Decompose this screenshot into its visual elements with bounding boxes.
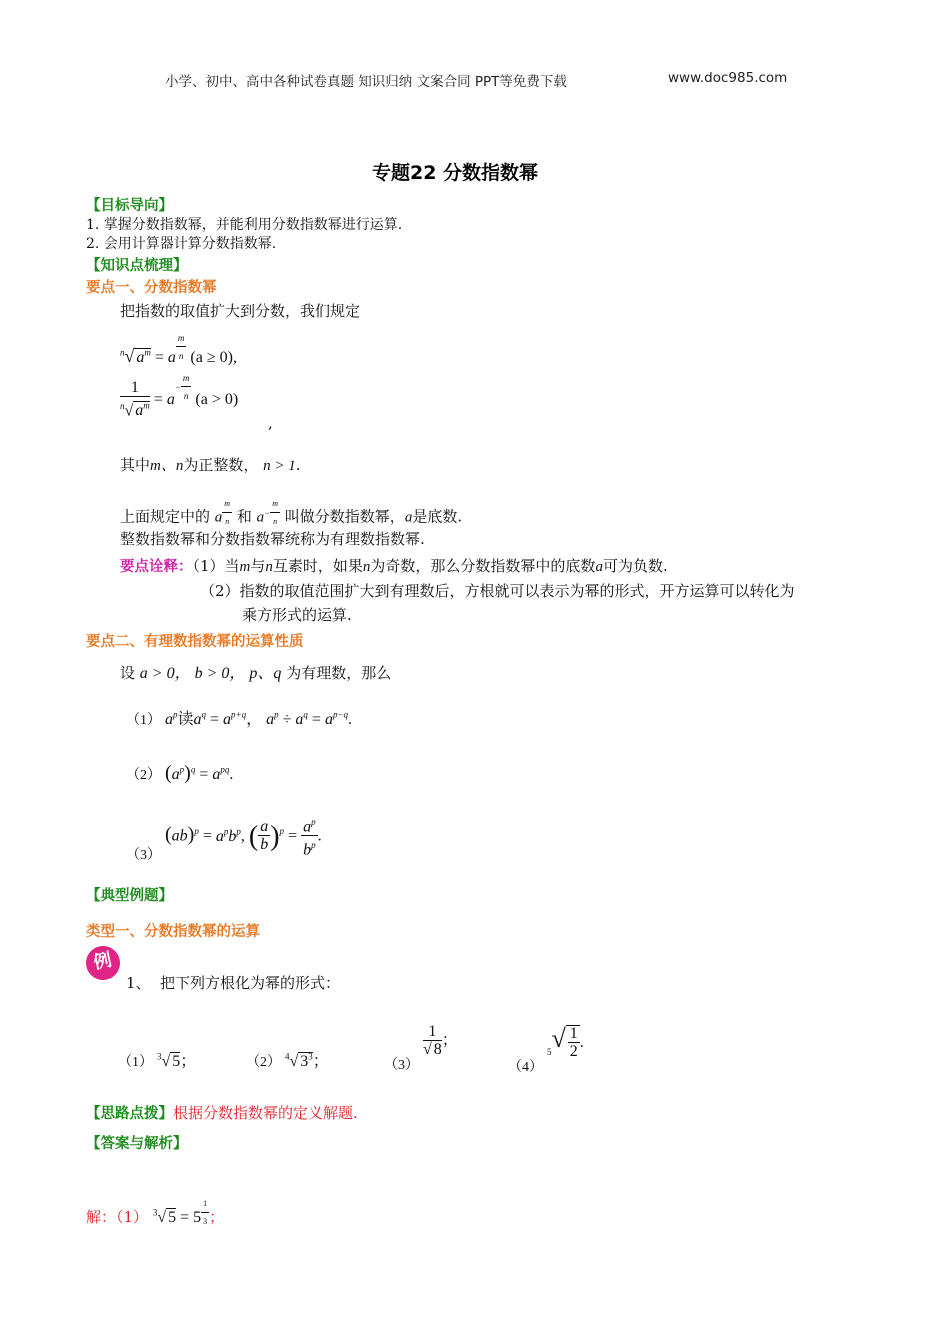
point2-intro-condition: a > 0， b > 0， p、q [139,665,282,682]
note1-c: 互素时，如果 [272,557,363,575]
part3-label: （3） [384,1058,419,1074]
objective-item-1: 1. 掌握分数指数幂，并能利用分数指数幂进行运算. [86,217,403,233]
notes-label: 要点诠释： [120,559,193,575]
rule3-label: （3） [126,847,161,863]
hint-label: 【思路点拨】 [86,1106,173,1122]
example-badge: 例 [83,943,123,983]
part2-label: （2） [246,1055,281,1070]
rule-2: （2） $(a^p)^q = a^{pq}$. [126,762,234,784]
where-prefix: 其中 [120,456,151,474]
unify-text: 整数指数幂和分数指数幂统称为有理数指数幂. [120,530,425,548]
solution-line: 解：（1） $^3$√ 5 = 5 $^{\frac{1}{3}}$ ； [86,1196,224,1231]
hint-line [86,1102,358,1123]
point1-intro: 把指数的取值扩大到分数，我们规定 [120,302,361,320]
header-site-text: 小学、初中、高中各种试卷真题 知识归纳 文案合同 PPT等免费下载 [165,74,567,90]
example1-text: 把下列方根化为幂的形式： [160,974,341,992]
defs-prefix: 上面规定中的 [120,507,211,526]
defs-and: 和 [236,507,252,526]
example-part-2: （2） $^4$√ $3^3$； [246,1051,329,1070]
objectives-heading: 【目标导向】 [86,198,173,214]
point1-heading: 要点一、分数指数幂 [86,280,217,296]
example-part-3: （3） $\frac{1}{√ 8}$ ； [384,1023,458,1074]
part4-label: （4） [508,1060,543,1075]
point2-heading: 要点二、有理数指数幂的运算性质 [86,634,304,650]
definitions-line: 上面规定中的 a $^{\frac{m}{n}}$ 和 $a^{- \frac{m}{n}}$ 叫做分数指数幂，a是底数. [120,496,462,531]
rule2-label: （2） [126,768,161,783]
example-part-4: （4） $^5$√ $\frac{1}{2}$ . [508,1024,584,1075]
where-condition: n > 1 [263,458,296,474]
defs-base: a [404,509,413,526]
page-title: 专题22 分数指数幂 [372,162,539,184]
example-part-1: （1） $^3$√ 5； [118,1051,197,1070]
note1-d: 为奇数，那么分数指数幂中的底数 [370,557,596,575]
note1-line: 要点诠释：（1）当m与n互素时，如果n为奇数，那么分数指数幂中的底数a可为负数. [120,557,668,575]
rule-1: （1） $a^p$读$a^q = a^{p+q}$， $a^p \div a^q = a^{p-q}$. [126,709,353,728]
rule1-label: （1） [126,713,161,728]
type1-heading: 类型一、分数指数幂的运算 [86,924,260,940]
note1-b: 与 [250,557,266,575]
formula2-comma: , [268,414,273,432]
point2-intro-a: 设 [120,664,136,682]
formula2-condition: (a > 0) [195,390,239,408]
point2-intro [120,660,391,683]
formula1-condition: (a ≥ 0) [190,348,233,366]
defs-text: 叫做分数指数幂， [284,507,405,526]
formula-negative-definition: $\frac{1}{^n√ a^m}$ = $a^{- \frac{m}{n}}$ (a > 0) [120,378,238,420]
note2-line1: （2）指数的取值范围扩大到有理数后，方根就可以表示为幂的形式，开方运算可以转化为 [200,582,795,600]
rule1-glitch: 读 [177,711,194,728]
objective-item-2: 2. 会用计算器计算分数指数幂. [86,236,277,252]
note1-a: （1）当 [192,557,240,575]
formula-root-definition: $^n$√ $a^m = a$ $^{\frac{m}{n}}$ (a ≥ 0), [120,336,237,371]
note2-line2: 乘方形式的运算. [242,606,352,624]
examples-heading: 【典型例题】 [86,888,173,904]
answer-heading: 【答案与解析】 [86,1136,188,1152]
note1-e: 可为负数. [602,557,668,575]
rule-3: （3） $(ab)^p = a^pb^p$, ( $\frac{a}{b}$ )$^p$ = $\frac{a^p}{b^p}$ . [126,814,322,860]
point2-intro-b: 为有理数，那么 [286,664,392,682]
knowledge-heading: 【知识点梳理】 [86,258,188,274]
where-text: 为正整数， [183,456,259,474]
hint-text: 根据分数指数幂的定义解题. [173,1104,358,1122]
where-vars: m、n [150,458,184,474]
defs-base-text: 是底数. [412,507,463,526]
header-url[interactable]: www.doc985.com [668,70,788,86]
where-line: 其中m、n为正整数， n > 1. [120,456,301,474]
solution-label: 解：（1） [86,1207,149,1226]
example1-number: 1、 [126,974,151,992]
part1-label: （1） [118,1055,153,1070]
